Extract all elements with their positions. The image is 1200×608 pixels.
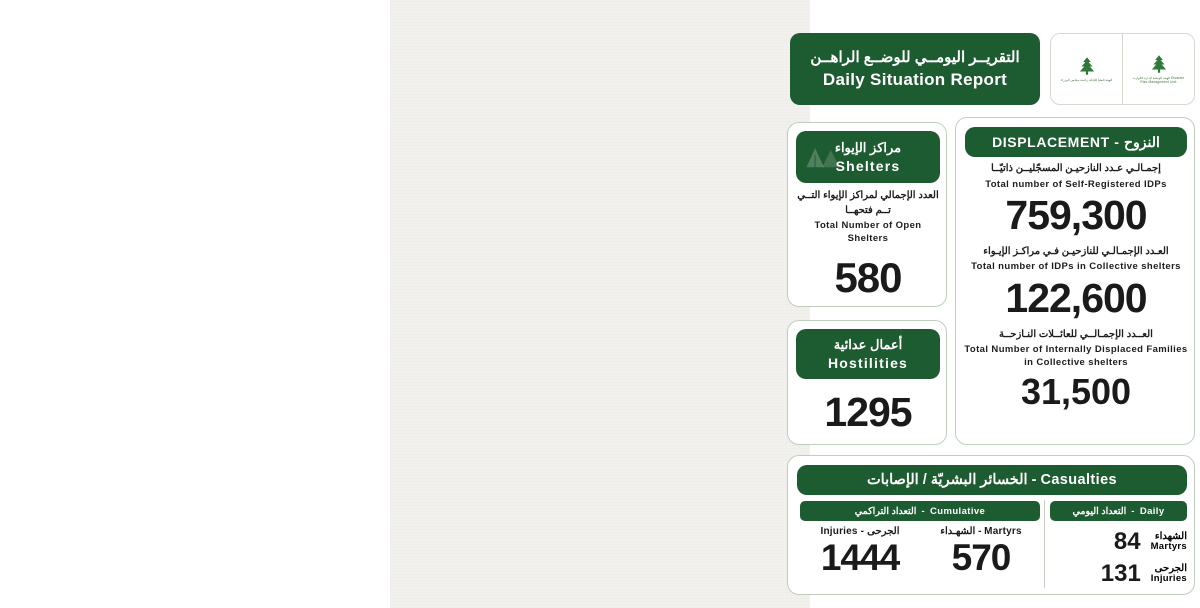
subheader-separator: - (1131, 505, 1135, 517)
casualties-divider (1044, 500, 1045, 588)
displacement-label-arabic: إجمـالـي عـدد النازحيـن المسجّليــن ذاتيّــا (991, 163, 1161, 174)
report-title-english: Daily Situation Report (822, 70, 1008, 89)
cumulative-martyrs-column (922, 526, 1040, 579)
displacement-block (964, 162, 1188, 239)
logo-disaster-risk-management (1123, 34, 1194, 104)
shelters-header-arabic: مراكز الإيواء (834, 140, 902, 155)
hostilities-value: 1295 (824, 389, 912, 435)
tent-icon (803, 141, 843, 176)
displacement-label-english: Total Number of Internally Displaced Families in Collective shelters (964, 344, 1188, 369)
hostilities-card (787, 320, 947, 445)
displacement-label-english: Total number of IDPs in Collective shelters (971, 261, 1181, 273)
displacement-value: 31,500 (1020, 370, 1132, 412)
logo-right-caption: الهيئة الوطنية لإدارة الكوارث Disaster Risk Management Unit (1132, 76, 1185, 84)
logo-split (1051, 34, 1194, 104)
cumulative-injuries-label: Injuries - الجرحى (820, 526, 900, 537)
displacement-header: DISPLACEMENT - النزوح (965, 127, 1187, 157)
displacement-label-arabic: العــدد الإجمـالــي للعائــلات النـازحــة (999, 328, 1153, 340)
cedar-icon (1076, 56, 1098, 76)
logo-left-caption: الهيئة العليا للإغاثة رئاسة مجلس الوزراء (1060, 78, 1113, 82)
daily-martyrs-row (1050, 528, 1187, 556)
cumulative-martyrs-value: 570 (951, 537, 1011, 578)
casualties-header: الخسائر البشريّة / الإصابات - Casualties (797, 465, 1187, 495)
report-title-arabic: التقريــر اليومــي للوضــع الراهــن (810, 49, 1020, 66)
paper-sheet (390, 0, 1188, 608)
daily-martyrs-label-english: Martyrs (1150, 541, 1187, 553)
shelters-label-english: Total Number of Open Shelters (814, 220, 922, 245)
daily-injuries-value: 131 (1100, 560, 1141, 587)
cumulative-subheader (800, 501, 1040, 521)
hostilities-header-english: Hostilities (827, 355, 909, 371)
cumulative-martyrs-label: الشهـداء - Martyrs (940, 526, 1022, 537)
logos-card (1050, 33, 1195, 105)
shelters-header (796, 131, 940, 183)
shelters-body (794, 189, 942, 302)
hostilities-header-arabic: أعمال عدائية (833, 337, 903, 352)
cumulative-injuries-column (800, 526, 920, 579)
daily-martyrs-labels (1151, 531, 1187, 553)
daily-subheader-arabic: التعداد اليومي (1072, 505, 1127, 517)
daily-injuries-label-english: Injuries (1150, 573, 1187, 585)
displacement-block (964, 245, 1188, 322)
cumulative-subheader-english: Cumulative (930, 505, 986, 517)
cumulative-injuries-value: 1444 (820, 537, 900, 578)
daily-injuries-label-arabic: الجرحى (1154, 562, 1187, 574)
report-title-card (790, 33, 1040, 105)
shelters-card (787, 122, 947, 307)
shelters-header-english: Shelters (835, 158, 901, 174)
daily-subheader (1050, 501, 1187, 521)
hostilities-header (796, 329, 940, 379)
daily-injuries-labels (1151, 563, 1187, 585)
daily-injuries-row (1050, 560, 1187, 588)
cumulative-subheader-arabic: التعداد التراكمي (854, 505, 917, 517)
displacement-block (964, 328, 1188, 413)
shelters-value: 580 (834, 253, 902, 301)
subheader-separator: - (921, 505, 926, 517)
displacement-label-arabic: العـدد الإجمـالـي للنازحيـن فـي مراكـز الإيـواء (983, 245, 1169, 257)
daily-subheader-english: Daily (1139, 505, 1165, 517)
displacement-label-english: Total number of Self-Registered IDPs (985, 178, 1167, 190)
cedar-icon (1148, 54, 1170, 74)
displacement-value: 759,300 (1005, 191, 1147, 238)
displacement-body (964, 162, 1188, 419)
logo-high-relief-committee (1051, 34, 1123, 104)
shelters-label-arabic: العدد الإجمالي لمراكز الإيواء التــي تــم فتحهــا (797, 190, 939, 216)
displacement-card (955, 117, 1195, 445)
casualties-card (787, 455, 1195, 595)
displacement-value: 122,600 (1005, 274, 1147, 321)
daily-martyrs-value: 84 (1113, 528, 1141, 555)
daily-martyrs-label-arabic: الشهداء (1154, 530, 1187, 542)
